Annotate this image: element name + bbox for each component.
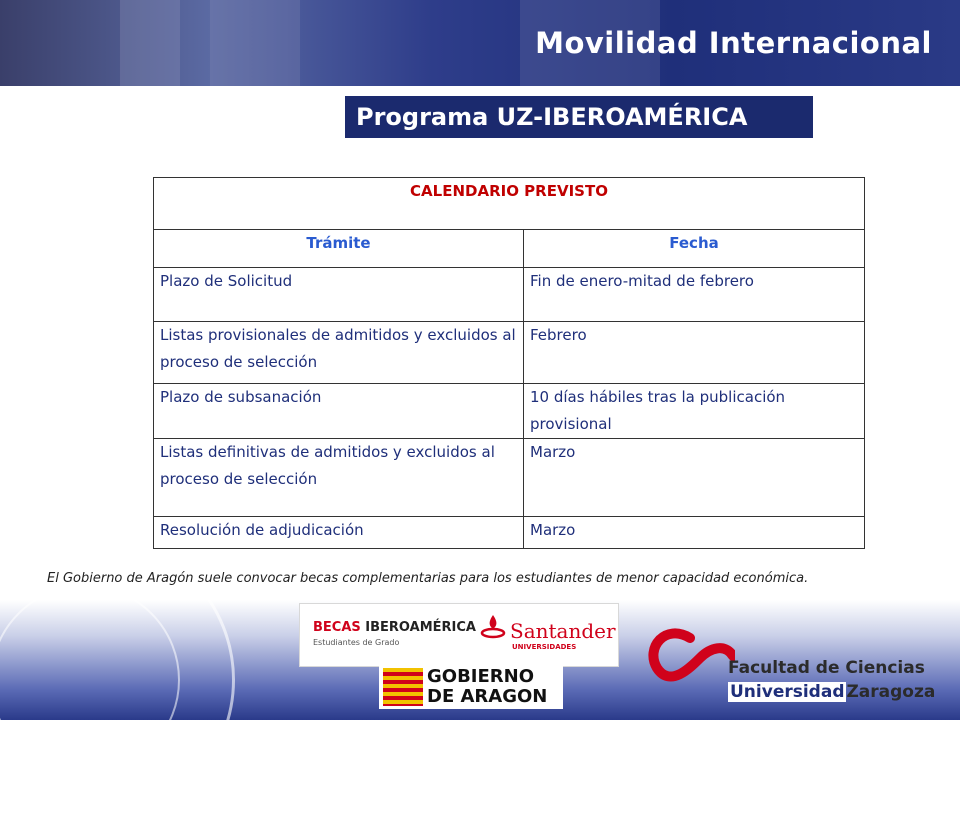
table-row xyxy=(154,268,865,322)
table-cell: Marzo xyxy=(524,517,865,549)
universidad-zaragoza xyxy=(728,682,935,702)
becas-logo-part2: IBEROAMÉRICA xyxy=(365,620,476,635)
table-cell: Resolución de adjudicación xyxy=(154,517,524,549)
table-cell: Fin de enero-mitad de febrero xyxy=(524,268,865,322)
calendar-table xyxy=(153,177,865,549)
footnote: El Gobierno de Aragón suele convocar becas complementarias para los estudiantes de menor capacidad económica. xyxy=(47,571,809,586)
table-row xyxy=(154,322,865,384)
table-cell: Plazo de Solicitud xyxy=(154,268,524,322)
calendar-title: CALENDARIO PREVISTO xyxy=(154,178,865,230)
facultad-logo-icon xyxy=(645,628,735,698)
becas-subtitle: Estudiantes de Grado xyxy=(313,638,400,647)
header-banner xyxy=(0,0,960,86)
page-title: Movilidad Internacional xyxy=(535,26,932,60)
becas-logo-part1: BECAS xyxy=(313,620,361,635)
table-cell: Plazo de subsanación xyxy=(154,384,524,439)
aragon-flag-icon xyxy=(383,668,423,706)
santander-logo: Santander xyxy=(510,619,616,643)
becas-logo xyxy=(313,620,476,635)
program-title: Programa UZ-IBEROAMÉRICA xyxy=(345,96,813,138)
table-cell: 10 días hábiles tras la publicación provisional xyxy=(524,384,865,439)
table-cell: Febrero xyxy=(524,322,865,384)
building-shape xyxy=(120,0,180,86)
gobierno-line2: DE ARAGON xyxy=(427,686,548,707)
table-cell: Listas definitivas de admitidos y excluidos al proceso de selección xyxy=(154,439,524,517)
universidad-word: Universidad xyxy=(730,682,845,702)
gobierno-logo-text xyxy=(427,667,547,707)
table-row xyxy=(154,384,865,439)
santander-subtitle: UNIVERSIDADES xyxy=(512,643,577,651)
table-cell: Marzo xyxy=(524,439,865,517)
column-header-tramite: Trámite xyxy=(154,230,524,268)
building-shape xyxy=(210,0,300,86)
table-row xyxy=(154,517,865,549)
table-row xyxy=(154,439,865,517)
santander-flame-icon xyxy=(480,613,506,639)
table-cell: Listas provisionales de admitidos y excluidos al proceso de selección xyxy=(154,322,524,384)
facultad-name: Facultad de Ciencias xyxy=(728,658,925,678)
gobierno-line1: GOBIERNO xyxy=(427,666,535,687)
column-header-fecha: Fecha xyxy=(524,230,865,268)
zaragoza-word: Zaragoza xyxy=(846,682,936,702)
